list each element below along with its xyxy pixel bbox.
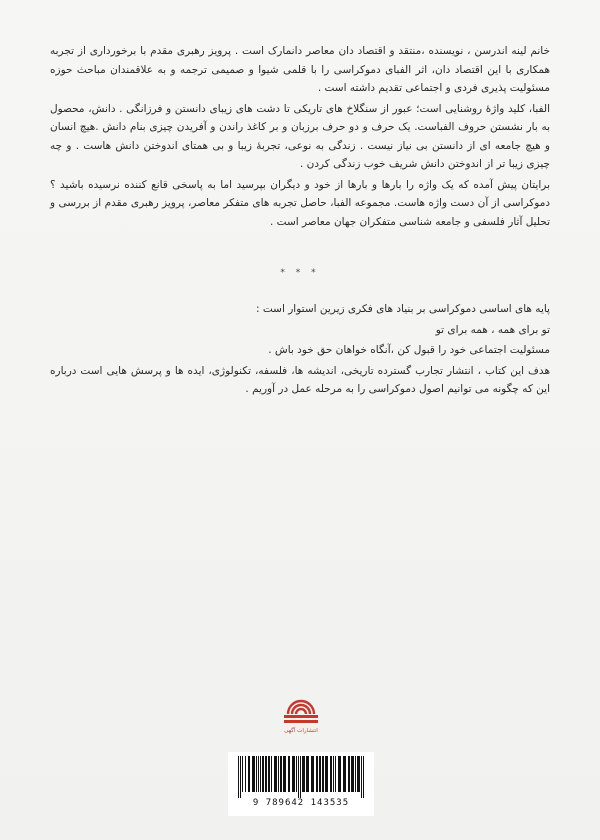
responsibility-line: مسئولیت اجتماعی خود را قبول کن ،آنگاه خواهان حق خود باش . bbox=[268, 344, 550, 356]
publisher-logo-icon bbox=[278, 686, 324, 736]
barcode-bar bbox=[242, 756, 243, 792]
barcode-bar bbox=[335, 756, 336, 792]
barcode-bar bbox=[262, 756, 264, 792]
barcode-bar bbox=[357, 756, 360, 792]
barcode-bar bbox=[333, 756, 334, 792]
paragraph-book-goal: هدف این کتاب ، انتشار تجارب گسترده تاریخی، اندیشه ها، فلسفه، تکنولوژی، ایده ها و پرسش هایی است درباره این که چگونه می توانیم اصول دموکراسی را به مرحله عمل در آوریم . bbox=[50, 364, 550, 395]
barcode-bar bbox=[311, 756, 314, 792]
motto-line: تو برای همه ، همه برای تو bbox=[435, 323, 550, 336]
barcode-bar bbox=[351, 756, 354, 792]
barcode-bar bbox=[256, 756, 257, 792]
barcode-bar bbox=[260, 756, 261, 792]
paragraph-democracy-word: برایتان پیش آمده که یک واژه را بارها و بارها از خود و دیگران بپرسید اما به پاسخی قانع کننده نرسیده باشید ؟ دموکراسی از آن دست واژه هاست. مجموعه الفبا، حاصل تجربه های متفکر معاصر، پرویز رهبری مقدم از بررسی و تحلیل آثار فلسفی و جامعه شناسی متفکران جهان معاصر است . bbox=[50, 178, 550, 228]
barcode-guard-bar bbox=[361, 756, 362, 798]
barcode-bar bbox=[252, 756, 255, 792]
section-separator: * * * bbox=[280, 268, 320, 278]
barcode-bar bbox=[348, 756, 350, 792]
barcode-bar bbox=[319, 756, 321, 792]
barcode-bar bbox=[288, 756, 290, 792]
barcode-bar bbox=[330, 756, 332, 792]
barcode-bar bbox=[306, 756, 309, 792]
barcode-bar bbox=[283, 756, 286, 792]
barcode-bar bbox=[268, 756, 270, 792]
barcode-guard-bar bbox=[363, 756, 364, 798]
barcode-bar bbox=[278, 756, 279, 792]
barcode-guard-bar bbox=[298, 756, 299, 798]
barcode-bar bbox=[265, 756, 267, 792]
publisher-name: انتشارات آگهی bbox=[284, 728, 318, 734]
description-upper bbox=[50, 42, 550, 233]
barcode-bar bbox=[280, 756, 282, 792]
barcode-bar bbox=[292, 756, 295, 792]
barcode-bar bbox=[302, 756, 305, 792]
barcode-guard-bar bbox=[300, 756, 301, 798]
barcode-bar bbox=[274, 756, 277, 792]
paragraph-alphabet: الفبا، کلید واژهٔ روشنایی است؛ عبور از سنگلاخ های تاریکی تا دشت های زیبای دانستن و فرزانگی . دانش، محصول به بار نشستن حروف الفباست. یک حرف و دو حرف برزبان و بر کاغذ راندن و آفریدن چیزی بنام دانش .هیچ انسان و هیچ جامعه ای از دانستن بی نیاز نیست . زندگی به نوعی، تجربهٔ زیبا و بی همتای اندوختن دانش هاست . و چه چیزی زیبا تر از اندوختن دانش شریف خوب زندگی کردن . bbox=[50, 102, 550, 170]
isbn-barcode bbox=[228, 752, 374, 816]
barcode-bar bbox=[355, 756, 356, 792]
barcode-bar bbox=[271, 756, 272, 792]
barcode-bar bbox=[338, 756, 341, 792]
barcode-bar bbox=[258, 756, 259, 792]
barcode-guard-bar bbox=[238, 756, 239, 798]
barcode-bar bbox=[343, 756, 346, 792]
barcode-bar bbox=[248, 756, 250, 792]
description-lower bbox=[50, 300, 550, 401]
barcode-guard-bar bbox=[240, 756, 241, 798]
barcode-bar bbox=[325, 756, 328, 792]
barcode-bars bbox=[232, 756, 370, 798]
barcode-bar bbox=[296, 756, 297, 792]
paragraph-foundations: پایه های اساسی دموکراسی بر بنیاد های فکری زیرین استوار است : bbox=[256, 303, 550, 315]
barcode-bar bbox=[245, 756, 246, 792]
barcode-bar bbox=[316, 756, 318, 792]
barcode-bar bbox=[322, 756, 324, 792]
paragraph-author-intro: خانم لینه اندرسن ، نویسنده ،منتقد و اقتصاد دان معاصر دانمارک است . پرویز رهبری مقدم با برخورداری از تجربه همکاری با این اقتصاد دان، اثر الفبای دموکراسی را با قلمی شیوا و صمیمی ترجمه و به علاقمندان مباحث حوزه مسئولیت پذیری فردی و اجتماعی تقدیم داشته است . bbox=[50, 45, 550, 94]
isbn-digits: 9 789642 143535 bbox=[252, 798, 350, 808]
